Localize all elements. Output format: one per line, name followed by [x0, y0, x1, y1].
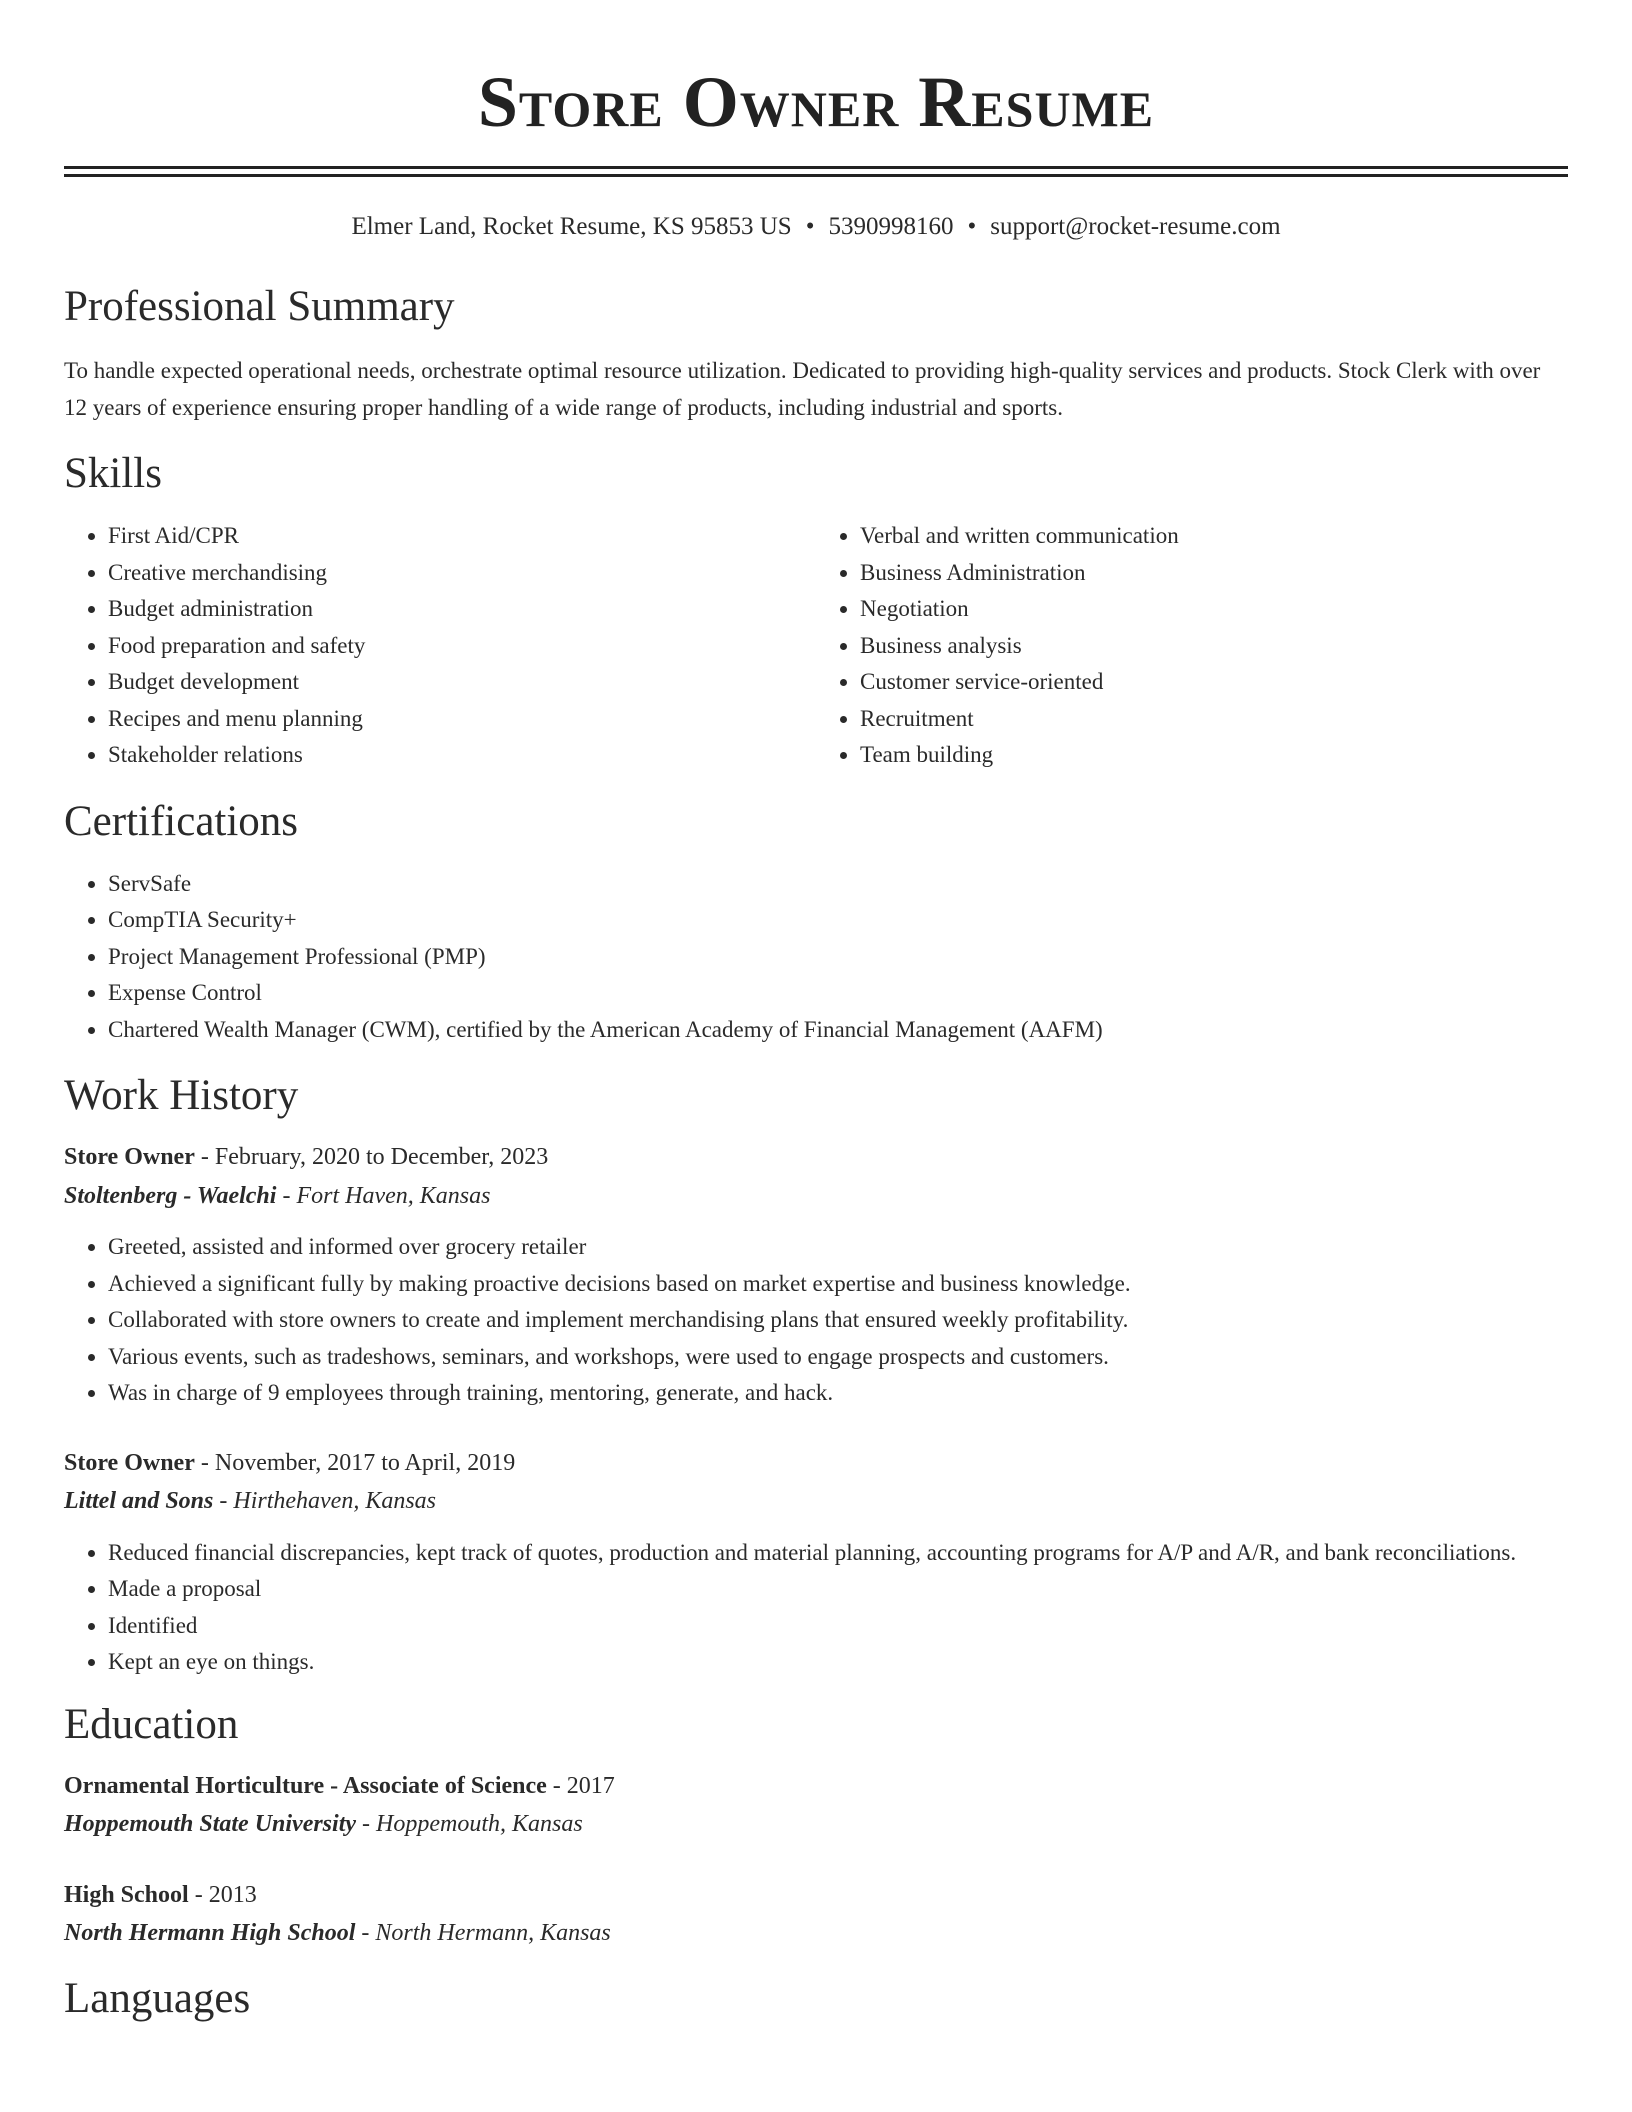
skill-item: • Stakeholder relations: [108, 737, 816, 774]
summary-text: To handle expected operational needs, orchestrate optimal resource utilization. Dedicated to providing high-quality services and products. Stock Clerk with over 12 years of experience ensuring proper handling of a wide range of products, including industrial and sports.: [64, 358, 1541, 420]
education-year: - 2017: [546, 1772, 615, 1799]
certification-item: • CompTIA Security+: [108, 902, 1568, 939]
education-year: - 2013: [188, 1881, 257, 1908]
skill-item: • Recruitment: [860, 701, 1568, 738]
skills-list-left: [64, 518, 816, 774]
job-bullet: • Achieved a significant fully by making proactive decisions based on market expertise and business knowledge.: [108, 1266, 1568, 1303]
education-school-line: [64, 1914, 1568, 1953]
job-bullet: • Reduced financial discrepancies, kept track of quotes, production and material planning, accounting programs for A/P and A/R, and bank reconciliations.: [108, 1535, 1568, 1572]
skill-item: • Verbal and written communication: [860, 518, 1568, 555]
job-company: Stoltenberg - Waelchi: [64, 1182, 277, 1209]
education-degree: High School: [64, 1881, 189, 1908]
education-header: [64, 1876, 1568, 1915]
title-double-rule: [64, 166, 1568, 177]
education-header: [64, 1767, 1568, 1806]
job-bullet: • Kept an eye on things.: [108, 1644, 1568, 1681]
certification-item: • Chartered Wealth Manager (CWM), certified by the American Academy of Financial Management (AAFM): [108, 1012, 1568, 1049]
resume-title: Store Owner Resume: [477, 62, 1155, 142]
languages-section: [64, 1973, 1568, 2025]
job-bullet: • Made a proposal: [108, 1571, 1568, 1608]
contact-address: Elmer Land, Rocket Resume, KS 95853 US: [351, 213, 792, 240]
job-bullets: [64, 1229, 1568, 1412]
job-location: - Fort Haven, Kansas: [276, 1182, 491, 1209]
certification-item: • ServSafe: [108, 866, 1568, 903]
skills-section: [64, 448, 1568, 774]
skill-item: • Team building: [860, 737, 1568, 774]
education-location: - North Hermann, Kansas: [355, 1920, 611, 1946]
job-entry: [64, 1138, 1568, 1412]
job-dates: - November, 2017 to April, 2019: [194, 1449, 516, 1476]
skill-item: • Recipes and menu planning: [108, 701, 816, 738]
education-school-line: [64, 1805, 1568, 1844]
education-section: [64, 1699, 1568, 1953]
skill-item: • Negotiation: [860, 591, 1568, 628]
skills-columns: [64, 518, 1568, 774]
education-entry: [64, 1767, 1568, 1844]
work-history-section: [64, 1070, 1568, 1681]
contact-separator: •: [967, 213, 977, 240]
contact-phone: 5390998160: [828, 213, 954, 240]
certifications-list: [64, 866, 1568, 1049]
contact-email: support@rocket-resume.com: [990, 213, 1281, 240]
job-bullet: • Various events, such as tradeshows, seminars, and workshops, were used to engage prospects and customers.: [108, 1339, 1568, 1376]
job-employer: [64, 1482, 1568, 1521]
skill-item: • Budget administration: [108, 591, 816, 628]
skill-item: • Food preparation and safety: [108, 628, 816, 665]
job-location: - Hirthehaven, Kansas: [213, 1488, 437, 1514]
professional-summary-section: [64, 281, 1568, 426]
education-school: Hoppemouth State University: [64, 1811, 357, 1837]
skill-item: • Creative merchandising: [108, 555, 816, 592]
job-employer: [64, 1177, 1568, 1216]
contact-line: [64, 211, 1568, 243]
education-location: - Hoppemouth, Kansas: [356, 1811, 583, 1837]
job-entry: [64, 1444, 1568, 1681]
skill-item: • Budget development: [108, 664, 816, 701]
skills-list-right: [816, 518, 1568, 774]
section-heading-summary: Professional Summary: [64, 283, 455, 330]
job-bullet: • Identified: [108, 1608, 1568, 1645]
job-bullet: • Greeted, assisted and informed over grocery retailer: [108, 1229, 1568, 1266]
certification-item: • Expense Control: [108, 975, 1568, 1012]
skill-item: • Customer service-oriented: [860, 664, 1568, 701]
job-bullet: • Collaborated with store owners to create and implement merchandising plans that ensured weekly profitability.: [108, 1302, 1568, 1339]
contact-separator: •: [805, 213, 815, 240]
skill-item: • First Aid/CPR: [108, 518, 816, 555]
certifications-section: [64, 796, 1568, 1049]
section-heading-certifications: Certifications: [64, 797, 299, 845]
section-heading-skills: Skills: [64, 450, 162, 497]
education-school: North Hermann High School: [64, 1920, 356, 1946]
job-company: Littel and Sons: [64, 1488, 214, 1514]
job-title: Store Owner: [64, 1449, 195, 1476]
job-header: [64, 1138, 1568, 1177]
job-title: Store Owner: [64, 1144, 195, 1170]
education-entry: [64, 1876, 1568, 1953]
section-heading-education: Education: [64, 1700, 239, 1748]
job-dates: - February, 2020 to December, 2023: [194, 1144, 549, 1170]
skill-item: • Business analysis: [860, 628, 1568, 665]
certification-item: • Project Management Professional (PMP): [108, 939, 1568, 976]
job-bullet: • Was in charge of 9 employees through training, mentoring, generate, and hack.: [108, 1375, 1568, 1412]
section-heading-languages: Languages: [64, 1974, 251, 2022]
education-degree: Ornamental Horticulture - Associate of Science: [64, 1772, 547, 1799]
job-bullets: [64, 1535, 1568, 1681]
skill-item: • Business Administration: [860, 555, 1568, 592]
section-heading-work-history: Work History: [64, 1072, 299, 1119]
job-header: [64, 1444, 1568, 1483]
